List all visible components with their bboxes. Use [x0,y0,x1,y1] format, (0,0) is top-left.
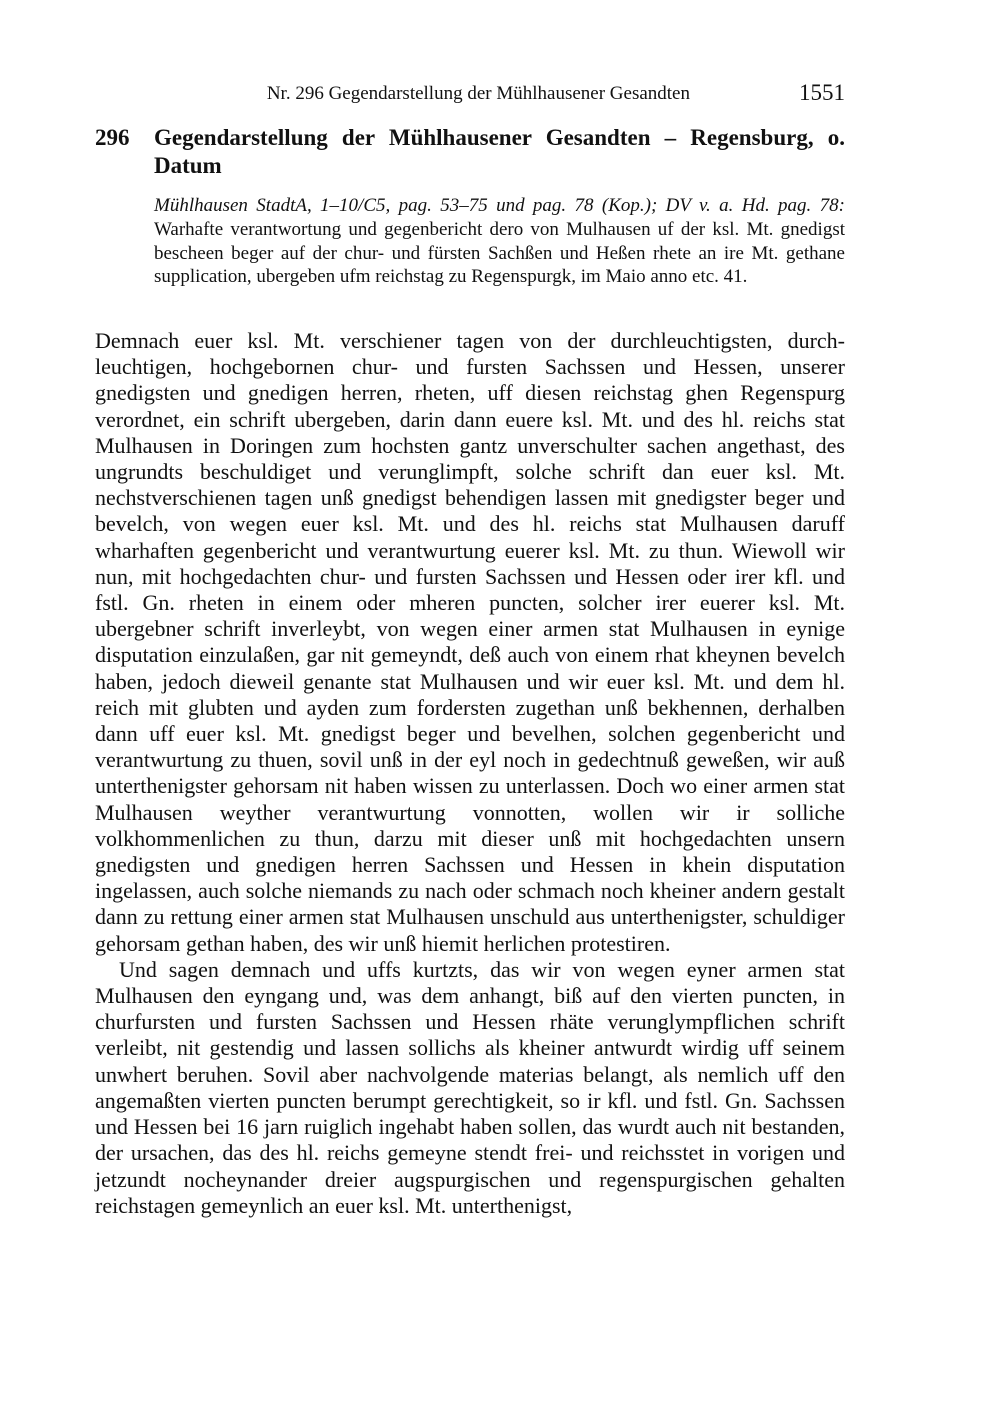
source-reference: Mühlhausen StadtA, 1–10/C5, pag. 53–75 und pag. 78 (Kop.); DV v. a. Hd. pag. 78: [154,195,845,216]
paragraph: Und sagen demnach und uffs kurtzts, das wir von wegen eyner armen stat Mulhausen den eyngang und, was dem anhangt, biß auf den vierten puncten, in churfursten und fursten Sachssen und Hessen rhäte verunglympflichen schrift verleibt, nit gestendig und lassen sollichs als kheiner antwurdt wirdig uff seinem unwhert beruhen. Sovil aber nachvolgende materias belangt, als nemlich uff den angemaßten vierten puncten berumpt gerechtigkeit, so ir kfl. und fstl. Gn. Sachssen und Hessen bei 16 jarn ruiglich ingehabt haben sollen, das wurdt auch nit bestanden, der ursachen, das des hl. reichs gemeyne stendt frei- und reichsstet in vorigen und jetzundt nocheynander dreier augspurgischen und regenspurgischen gehalten reichstagen gemeynlich an euer ksl. Mt. unterthenigst, [95,956,845,1218]
page-number: 1551 [799,80,845,105]
running-title: Nr. 296 Gegendarstellung der Mühlhausener Gesandten [266,83,690,104]
document-title: Gegendarstellung der Mühlhausener Gesandten – Regensburg, o. Datum [154,125,845,178]
source-note [154,194,845,289]
running-head [95,80,845,106]
document-heading [95,124,845,180]
dorsal-note: Warhafte verantwortung und gegenbericht dero von Mulhausen uf der ksl. Mt. gnedigst bescheen beger auf der chur- und fürsten Sachßen und Heßen rhete an ire Mt. gethane supplication, ubergeben ufm reichstag zu Regenspurgk, im Maio anno etc. 41. [154,218,845,288]
paragraph: Demnach euer ksl. Mt. verschiener tagen von der durchleuchtigsten, durchleuchtigen, hochgebornen chur- und fursten Sachssen und Hessen, unserer gnedigsten und gnedigen herren, rheten, uff diesen reichstag ghen Regenspurg verordnet, ein schrift ubergeben, darin dann euere ksl. Mt. und des hl. reichs stat Mulhausen in Doringen zum hochsten gantz unverschulter sachen angethast, des ungrundts beschuldiget und verunglimpft, solche schrift dan euer ksl. Mt. nechstverschienen tagen unß gnedigst behendigen lassen mit gnedigster beger und bevelch, von wegen euer ksl. Mt. und des hl. reichs stat Mulhausen daruff wharhaften gegenbericht und verantwurtung euerer ksl. Mt. zu thun. Wiewoll wir nun, mit hochgedachten chur- und fursten Sachssen und Hessen oder irer kfl. und fstl. Gn. rheten in einem oder mheren puncten, solcher irer euerer ksl. Mt. ubergebner schrift inverleybt, von wegen einer armen stat Mulhausen in eynige disputation einzulaßen, gar nit gemeyndt, deß auch von einem rhat kheynen bevelch haben, jedoch dieweil genante stat Mulhausen und wir euer ksl. Mt. und dem hl. reich mit glubten und ayden zum fordersten zugethan unß bekhennen, derhalben dann uff euer ksl. Mt. gnedigst beger und bevelhen, solchen gegenbericht und verantwurtung zu thuen, sovil unß in der eyl noch in gedechtnuß geweßen, wir auß unterthenigster gehorsam nit haben wissen zu unterlassen. Doch wo einer armen stat Mulhausen weyther verantwurtung vonnotten, wollen wir ir solliche volkhommenlichen zu thun, darzu mit dieser unß mit hochgedachten unsern gnedigsten und gnedigen herren Sachssen und Hessen in khein disputation ingelassen, auch solche niemands zu nach oder schmach noch kheiner andern gestalt dann zu rettung einer armen stat Mulhausen unschuld aus unterthenigster, schuldiger gehorsam gethan haben, des wir unß hiemit herlichen protestiren. [95,328,845,956]
body-text [95,328,845,1219]
document-number: 296 [95,125,130,150]
